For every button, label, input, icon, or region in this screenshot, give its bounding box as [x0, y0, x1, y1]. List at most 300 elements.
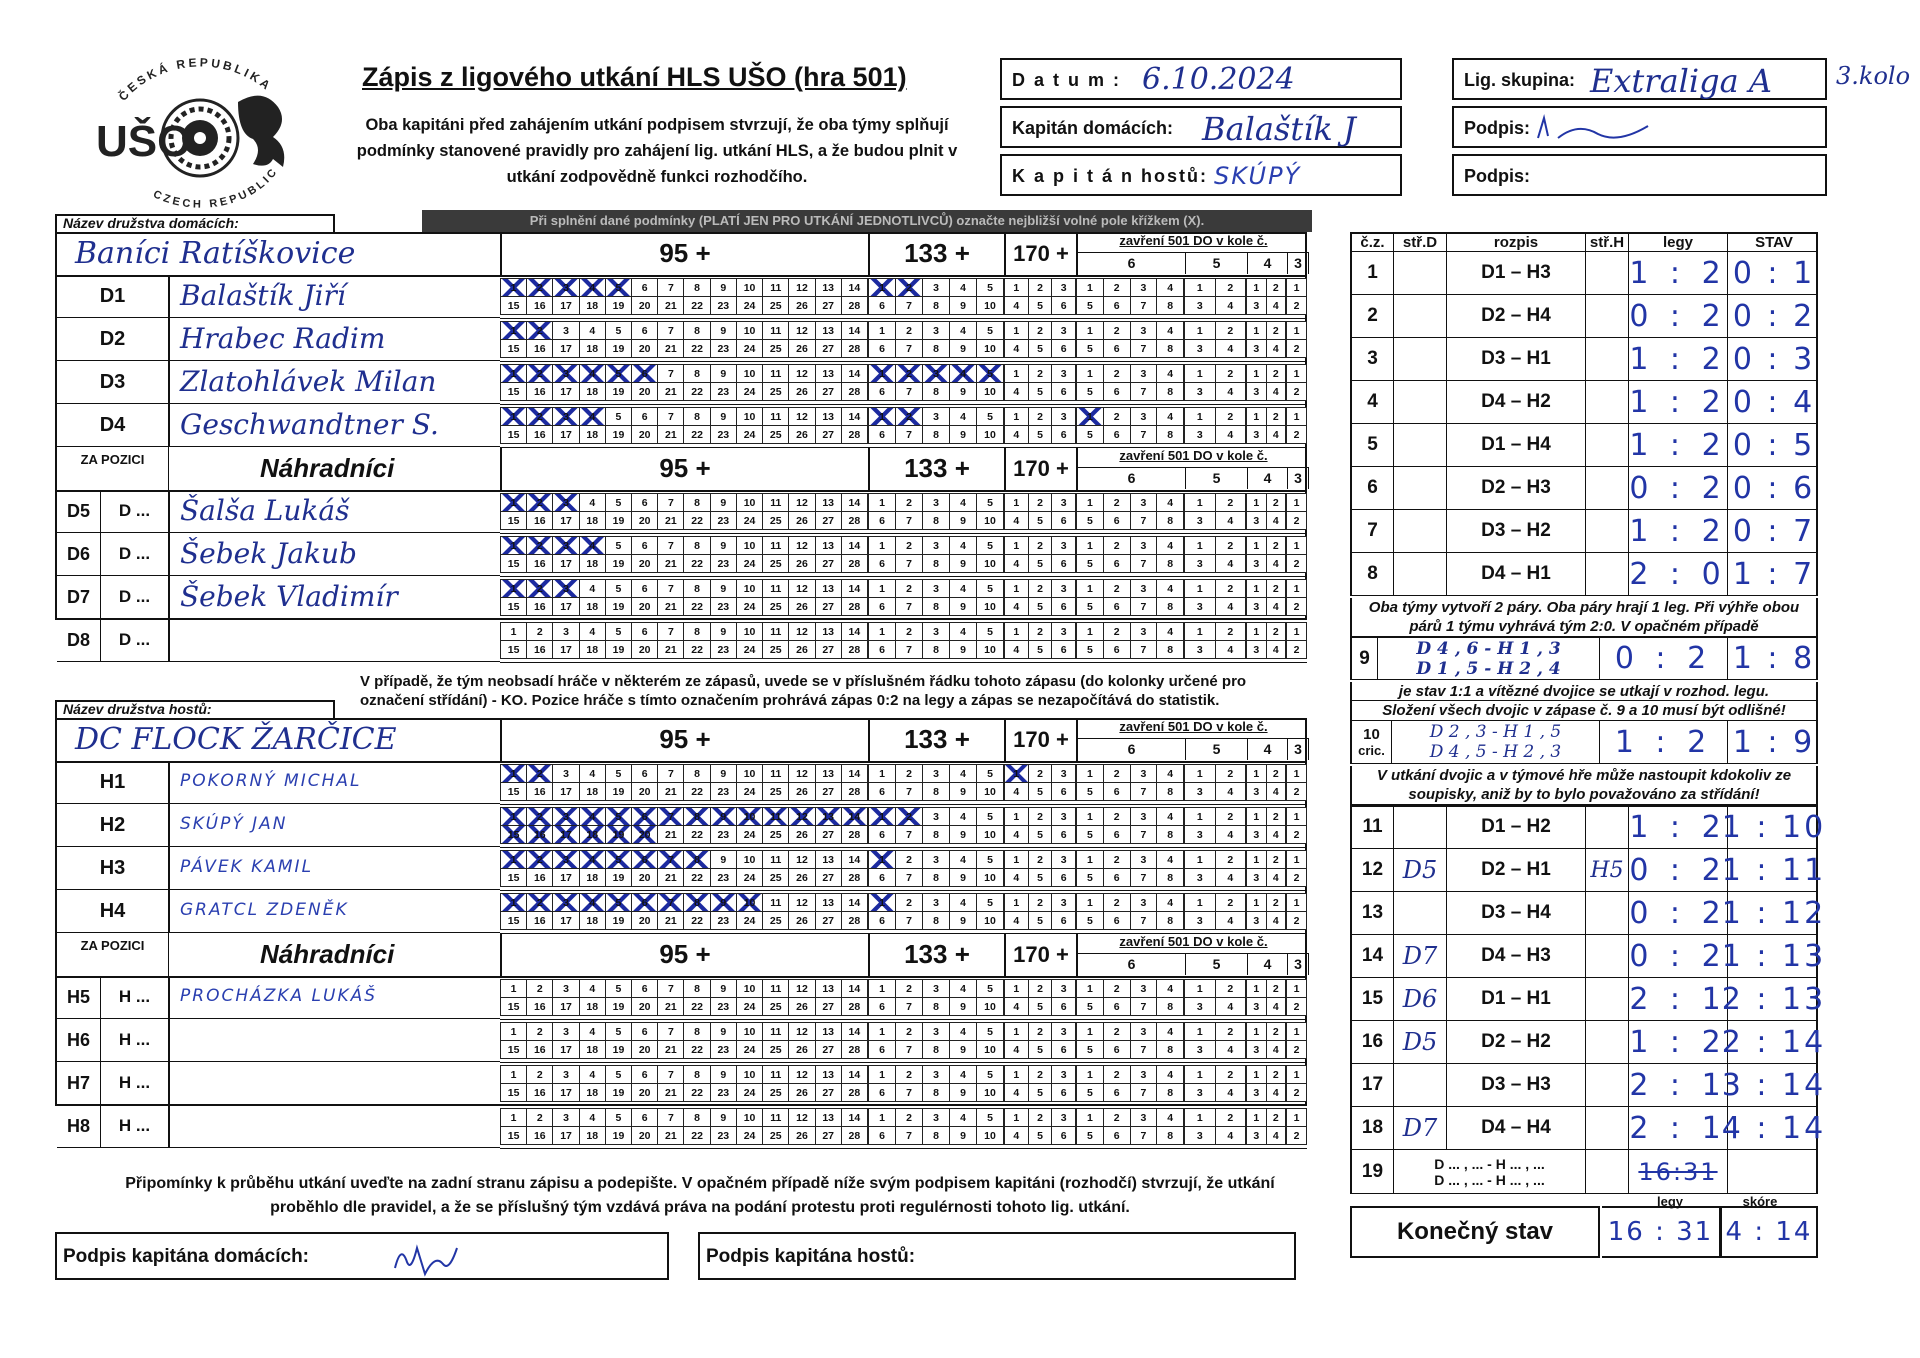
guest-H8-z4-box[interactable]: 2: [1267, 1109, 1287, 1127]
guest-H6-170-box[interactable]: 2: [1029, 1023, 1053, 1041]
guest-H2-z5-box[interactable]: 4: [1216, 826, 1247, 844]
guest-H4-95-box[interactable]: 26: [789, 912, 815, 930]
signature-box-1[interactable]: [1452, 106, 1827, 148]
guest-H5-95-box[interactable]: 22: [684, 998, 710, 1016]
home-D4-95-box[interactable]: 21: [658, 426, 684, 444]
home-D3-z6-box[interactable]: 3: [1131, 365, 1158, 383]
guest-H3-133-box[interactable]: 9: [950, 869, 977, 887]
guest-H5-95-box[interactable]: 1: [501, 980, 527, 998]
guest-H2-95[interactable]: [500, 807, 868, 844]
guest-H7-95-box[interactable]: 19: [606, 1084, 632, 1102]
guest-H1-95-box[interactable]: 23: [711, 783, 737, 801]
guest-H7-170-box[interactable]: 4: [1005, 1084, 1029, 1102]
home-D5-95-box[interactable]: 18: [580, 512, 606, 530]
home-D5-95-box[interactable]: 9: [711, 494, 737, 512]
guest-H4-z4-box[interactable]: 4: [1267, 912, 1287, 930]
guest-H4-95-box[interactable]: 4: [580, 894, 606, 912]
guest-H7-95-box[interactable]: 4: [580, 1066, 606, 1084]
guest-H4-170-box[interactable]: 4: [1005, 912, 1029, 930]
home-D2-133-box[interactable]: 9: [950, 340, 977, 358]
home-D1-95-box[interactable]: 12: [789, 279, 815, 297]
result-row-19[interactable]: [1350, 1150, 1818, 1194]
home-D1-z4-box[interactable]: 4: [1267, 297, 1287, 315]
home-D8-z5-box[interactable]: 2: [1216, 623, 1247, 641]
guest-H7-z4[interactable]: [1246, 1065, 1286, 1102]
guest-team-name[interactable]: DC FLOCK ŽARČICE: [75, 722, 397, 757]
home-D1-95-box[interactable]: 3: [553, 279, 579, 297]
home-D6-95-box[interactable]: 25: [763, 555, 789, 573]
guest-H8-z6-box[interactable]: 8: [1157, 1127, 1184, 1145]
home-D5-z4-box[interactable]: 4: [1267, 512, 1287, 530]
guest-H1-z3-box[interactable]: 1: [1287, 765, 1307, 783]
guest-H7-133-box[interactable]: 10: [977, 1084, 1004, 1102]
result-sub-guest[interactable]: [1586, 510, 1629, 552]
result-row-9[interactable]: [1350, 636, 1818, 680]
home-D5-95-box[interactable]: 5: [606, 494, 632, 512]
guest-H5-95-box[interactable]: 19: [606, 998, 632, 1016]
home-D3-95[interactable]: [500, 364, 868, 401]
home-D7-z6-box[interactable]: 3: [1131, 580, 1158, 598]
home-D6-z5-box[interactable]: 3: [1185, 555, 1216, 573]
guest-H8-170-box[interactable]: 2: [1029, 1109, 1053, 1127]
home-D7-z5-box[interactable]: 1: [1185, 580, 1216, 598]
guest-H1-z6-box[interactable]: 4: [1157, 765, 1184, 783]
guest-H2-95-box[interactable]: 6: [632, 808, 658, 826]
home-D3-95-box[interactable]: 16: [527, 383, 553, 401]
home-D3-z3-box[interactable]: 2: [1287, 383, 1307, 401]
home-D4-z5-box[interactable]: 1: [1185, 408, 1216, 426]
guest-H3-95-box[interactable]: 22: [684, 869, 710, 887]
guest-H5-z3[interactable]: [1286, 979, 1307, 1016]
home-D7-133[interactable]: [868, 579, 1004, 616]
guest-H8-170-box[interactable]: 5: [1029, 1127, 1053, 1145]
guest-H8-z5-box[interactable]: 4: [1216, 1127, 1247, 1145]
home-D1-z4-box[interactable]: 2: [1267, 279, 1287, 297]
home-D6-170-box[interactable]: 1: [1005, 537, 1029, 555]
home-D2-95-box[interactable]: 11: [763, 322, 789, 340]
guest-H4-z4-box[interactable]: 1: [1247, 894, 1267, 912]
home-D7-95-box[interactable]: 13: [816, 580, 842, 598]
home-D2-95-box[interactable]: 15: [501, 340, 527, 358]
home-D5-z3[interactable]: [1286, 493, 1307, 530]
result-state[interactable]: 2 : 13: [1721, 981, 1827, 1017]
home-D3-170-box[interactable]: 2: [1029, 365, 1053, 383]
home-D1-95-box[interactable]: 14: [842, 279, 868, 297]
home-D6-z5-box[interactable]: 1: [1185, 537, 1216, 555]
result-sub-home[interactable]: [1394, 1064, 1447, 1106]
guest-H5-z6-box[interactable]: 4: [1157, 980, 1184, 998]
guest-H1-z5[interactable]: [1184, 764, 1246, 801]
home-D2-z6[interactable]: [1076, 321, 1184, 358]
result-sub-guest[interactable]: [1586, 467, 1629, 509]
guest-H2-95-box[interactable]: 25: [763, 826, 789, 844]
home-D3-95-box[interactable]: 28: [842, 383, 868, 401]
guest-H6-z4-box[interactable]: 2: [1267, 1023, 1287, 1041]
home-D7-170-box[interactable]: 6: [1052, 598, 1076, 616]
home-D4-95-box[interactable]: 20: [632, 426, 658, 444]
home-D4-133[interactable]: [868, 407, 1004, 444]
home-D7-133-box[interactable]: 5: [977, 580, 1004, 598]
result-state[interactable]: 0 : 3: [1732, 341, 1816, 377]
guest-H5-170-box[interactable]: 1: [1005, 980, 1029, 998]
guest-H7-95-box[interactable]: 26: [789, 1084, 815, 1102]
guest-H5-133-box[interactable]: 1: [869, 980, 896, 998]
home-D3-95-box[interactable]: 15: [501, 383, 527, 401]
home-D6-z6-box[interactable]: 7: [1131, 555, 1158, 573]
guest-H5-z6-box[interactable]: 1: [1077, 980, 1104, 998]
home-D6-95-box[interactable]: 12: [789, 537, 815, 555]
result-row[interactable]: [1350, 252, 1818, 295]
guest-H8-95-box[interactable]: 22: [684, 1127, 710, 1145]
guest-H5-95-box[interactable]: 8: [684, 980, 710, 998]
home-D5-95-box[interactable]: 3: [553, 494, 579, 512]
guest-H4-z5[interactable]: [1184, 893, 1246, 930]
guest-H6-133-box[interactable]: 10: [977, 1041, 1004, 1059]
result-state[interactable]: 0 : 5: [1732, 427, 1816, 463]
home-D8-133-box[interactable]: 6: [869, 641, 896, 659]
guest-H3-95-box[interactable]: 8: [684, 851, 710, 869]
guest-H6-133-box[interactable]: 2: [896, 1023, 923, 1041]
home-D1-170-box[interactable]: 5: [1029, 297, 1053, 315]
home-D4-133-box[interactable]: 1: [869, 408, 896, 426]
result-legs[interactable]: 0 : 2: [1629, 892, 1728, 934]
guest-H5-95-box[interactable]: 28: [842, 998, 868, 1016]
guest-H6-z4-box[interactable]: 3: [1247, 1041, 1267, 1059]
home-D7-95-box[interactable]: 19: [606, 598, 632, 616]
guest-H6-z4[interactable]: [1246, 1022, 1286, 1059]
guest-H3-95-box[interactable]: 12: [789, 851, 815, 869]
home-D4-z6-box[interactable]: 6: [1104, 426, 1131, 444]
result-sub-home[interactable]: D5: [1394, 1021, 1447, 1063]
guest-H1-95-box[interactable]: 14: [842, 765, 868, 783]
guest-H7-z5-box[interactable]: 2: [1216, 1066, 1247, 1084]
home-D2-170-box[interactable]: 5: [1029, 340, 1053, 358]
home-D8-170[interactable]: [1004, 622, 1076, 659]
guest-H6-95-box[interactable]: 1: [501, 1023, 527, 1041]
guest-H5-z6-box[interactable]: 2: [1104, 980, 1131, 998]
result-row[interactable]: [1350, 892, 1827, 935]
home-D4-133-box[interactable]: 7: [896, 426, 923, 444]
guest-H1-z5-box[interactable]: 2: [1216, 765, 1247, 783]
guest-H3-z6-box[interactable]: 5: [1077, 869, 1104, 887]
result-row[interactable]: [1350, 424, 1818, 467]
home-D3-z6[interactable]: [1076, 364, 1184, 401]
home-D3-170[interactable]: [1004, 364, 1076, 401]
home-D3-z4-box[interactable]: 4: [1267, 383, 1287, 401]
home-D7-z5-box[interactable]: 3: [1185, 598, 1216, 616]
home-D5-170-box[interactable]: 3: [1052, 494, 1076, 512]
guest-H3-95-box[interactable]: 19: [606, 869, 632, 887]
guest-H1-95-box[interactable]: 4: [580, 765, 606, 783]
result-sub-home[interactable]: [1394, 295, 1447, 337]
home-D6-95-box[interactable]: 26: [789, 555, 815, 573]
guest-H6-133-box[interactable]: 6: [869, 1041, 896, 1059]
guest-H8-95-box[interactable]: 27: [816, 1127, 842, 1145]
home-D8-133-box[interactable]: 3: [923, 623, 950, 641]
home-D4-95-box[interactable]: 23: [711, 426, 737, 444]
home-D1-95-box[interactable]: 13: [816, 279, 842, 297]
guest-H6-170-box[interactable]: 5: [1029, 1041, 1053, 1059]
guest-H8-z4-box[interactable]: 1: [1247, 1109, 1267, 1127]
home-D4-z4-box[interactable]: 3: [1247, 426, 1267, 444]
guest-H3-133-box[interactable]: 5: [977, 851, 1004, 869]
home-D4-z4-box[interactable]: 1: [1247, 408, 1267, 426]
home-D1-z5-box[interactable]: 4: [1216, 297, 1247, 315]
guest-H6-95-box[interactable]: 4: [580, 1023, 606, 1041]
result-legs[interactable]: 1 : 2: [1629, 1021, 1728, 1063]
home-D8-170-box[interactable]: 2: [1029, 623, 1053, 641]
home-D7-133-box[interactable]: 10: [977, 598, 1004, 616]
guest-H5-95-box[interactable]: 11: [763, 980, 789, 998]
guest-H8-95-box[interactable]: 16: [527, 1127, 553, 1145]
home-D2-z5-box[interactable]: 1: [1185, 322, 1216, 340]
guest-H1-133[interactable]: [868, 764, 1004, 801]
guest-H4-95-box[interactable]: 6: [632, 894, 658, 912]
home-D6-95-box[interactable]: 5: [606, 537, 632, 555]
guest-H5-95-box[interactable]: 6: [632, 980, 658, 998]
home-D1-133-box[interactable]: 5: [977, 279, 1004, 297]
result-legs[interactable]: 2 : 0: [1629, 553, 1728, 595]
home-D2-z5-box[interactable]: 4: [1216, 340, 1247, 358]
home-D8-z4-box[interactable]: 1: [1247, 623, 1267, 641]
home-D6-z5-box[interactable]: 4: [1216, 555, 1247, 573]
guest-H2-95-box[interactable]: 26: [789, 826, 815, 844]
home-D6-95-box[interactable]: 9: [711, 537, 737, 555]
guest-H7-z5-box[interactable]: 3: [1185, 1084, 1216, 1102]
home-D6-170-box[interactable]: 6: [1052, 555, 1076, 573]
home-D2-z6-box[interactable]: 2: [1104, 322, 1131, 340]
home-D6-133-box[interactable]: 2: [896, 537, 923, 555]
home-D3-133-box[interactable]: 10: [977, 383, 1004, 401]
guest-H8-z6-box[interactable]: 7: [1131, 1127, 1158, 1145]
home-D2-95-box[interactable]: 28: [842, 340, 868, 358]
home-D2-z3-box[interactable]: 2: [1287, 340, 1307, 358]
home-D1-95-box[interactable]: 10: [737, 279, 763, 297]
guest-H2-133-box[interactable]: 4: [950, 808, 977, 826]
home-D6-95-box[interactable]: 15: [501, 555, 527, 573]
guest-H4-133-box[interactable]: 2: [896, 894, 923, 912]
pairs-10[interactable]: [1392, 721, 1600, 763]
result-state[interactable]: 1 : 8: [1732, 641, 1816, 676]
home-D1-95-box[interactable]: 11: [763, 279, 789, 297]
home-D5-95-box[interactable]: 12: [789, 494, 815, 512]
home-D2-95-box[interactable]: 18: [580, 340, 606, 358]
guest-H1-95-box[interactable]: 22: [684, 783, 710, 801]
guest-H7-95-box[interactable]: 11: [763, 1066, 789, 1084]
guest-H4-95-box[interactable]: 8: [684, 894, 710, 912]
home-D8-z5-box[interactable]: 4: [1216, 641, 1247, 659]
guest-H1-z6-box[interactable]: 8: [1157, 783, 1184, 801]
home-D4-95-box[interactable]: 26: [789, 426, 815, 444]
home-D8-z5-box[interactable]: 3: [1185, 641, 1216, 659]
home-D8-133-box[interactable]: 9: [950, 641, 977, 659]
home-D7-95-box[interactable]: 20: [632, 598, 658, 616]
guest-H3-95-box[interactable]: 20: [632, 869, 658, 887]
guest-H6-95-box[interactable]: 3: [553, 1023, 579, 1041]
result-row[interactable]: [1350, 510, 1818, 553]
guest-H7-95-box[interactable]: 23: [711, 1084, 737, 1102]
guest-H6-z5-box[interactable]: 4: [1216, 1041, 1247, 1059]
result-state[interactable]: 0 : 7: [1732, 513, 1816, 549]
guest-H5-133-box[interactable]: 8: [923, 998, 950, 1016]
guest-H5-z3-box[interactable]: 2: [1287, 998, 1307, 1016]
home-D4-z4-box[interactable]: 4: [1267, 426, 1287, 444]
guest-H5-133-box[interactable]: 10: [977, 998, 1004, 1016]
guest-H8-z3-box[interactable]: 2: [1287, 1127, 1307, 1145]
home-D6-95-box[interactable]: 10: [737, 537, 763, 555]
guest-H3-95-box[interactable]: 7: [658, 851, 684, 869]
guest-H2-95-box[interactable]: 18: [580, 826, 606, 844]
guest-H8-z6-box[interactable]: 2: [1104, 1109, 1131, 1127]
home-D7-170[interactable]: [1004, 579, 1076, 616]
guest-H8-95-box[interactable]: 6: [632, 1109, 658, 1127]
guest-H3-95-box[interactable]: 6: [632, 851, 658, 869]
guest-H2-95-box[interactable]: 20: [632, 826, 658, 844]
result-sub-guest[interactable]: [1586, 1107, 1629, 1149]
guest-H7-133-box[interactable]: 5: [977, 1066, 1004, 1084]
guest-H7-z4-box[interactable]: 2: [1267, 1066, 1287, 1084]
home-D5-133-box[interactable]: 7: [896, 512, 923, 530]
result-legs[interactable]: 1 : 2: [1629, 338, 1728, 380]
guest-H8-z6[interactable]: [1076, 1108, 1184, 1145]
home-D6-z6-box[interactable]: 1: [1077, 537, 1104, 555]
home-D4-z6-box[interactable]: 2: [1104, 408, 1131, 426]
home-D4-133-box[interactable]: 2: [896, 408, 923, 426]
home-D8-z4[interactable]: [1246, 622, 1286, 659]
home-D8-170-box[interactable]: 4: [1005, 641, 1029, 659]
home-D1-95-box[interactable]: 24: [737, 297, 763, 315]
result-sub-guest[interactable]: [1586, 806, 1629, 848]
guest-H7-z6-box[interactable]: 2: [1104, 1066, 1131, 1084]
home-D1-95-box[interactable]: 23: [711, 297, 737, 315]
guest-H7-95-box[interactable]: 27: [816, 1084, 842, 1102]
home-D7-95-box[interactable]: 25: [763, 598, 789, 616]
guest-H2-133-box[interactable]: 10: [977, 826, 1004, 844]
home-D8-133-box[interactable]: 5: [977, 623, 1004, 641]
home-D4-z6-box[interactable]: 4: [1157, 408, 1184, 426]
guest-H8-z5[interactable]: [1184, 1108, 1246, 1145]
guest-H6-z6-box[interactable]: 7: [1131, 1041, 1158, 1059]
home-D4-z6[interactable]: [1076, 407, 1184, 444]
guest-H6-z6-box[interactable]: 2: [1104, 1023, 1131, 1041]
home-D5-95-box[interactable]: 10: [737, 494, 763, 512]
guest-H2-95-box[interactable]: 15: [501, 826, 527, 844]
result-legs[interactable]: 1 : 2: [1629, 424, 1728, 466]
league-group-box[interactable]: [1452, 58, 1827, 100]
guest-H1-170-box[interactable]: 3: [1052, 765, 1076, 783]
guest-H1-95-box[interactable]: 6: [632, 765, 658, 783]
guest-H7-z3[interactable]: [1286, 1065, 1307, 1102]
home-D5-z6-box[interactable]: 4: [1157, 494, 1184, 512]
home-D6-95-box[interactable]: 8: [684, 537, 710, 555]
home-D6-133-box[interactable]: 5: [977, 537, 1004, 555]
guest-H6-133[interactable]: [868, 1022, 1004, 1059]
guest-sub-H5[interactable]: H ...: [101, 976, 169, 1019]
home-D8-95-box[interactable]: 26: [789, 641, 815, 659]
home-D3-133-box[interactable]: 9: [950, 383, 977, 401]
guest-H3-170-box[interactable]: 5: [1029, 869, 1053, 887]
home-D2-95-box[interactable]: 5: [606, 322, 632, 340]
home-D7-95-box[interactable]: 28: [842, 598, 868, 616]
home-D2-z6-box[interactable]: 1: [1077, 322, 1104, 340]
guest-H3-95[interactable]: [500, 850, 868, 887]
home-D7-95-box[interactable]: 2: [527, 580, 553, 598]
guest-player-row[interactable]: [169, 1062, 500, 1105]
guest-H7-95-box[interactable]: 22: [684, 1084, 710, 1102]
result-sub-home[interactable]: [1394, 892, 1447, 934]
home-D7-170-box[interactable]: 5: [1029, 598, 1053, 616]
home-D5-95-box[interactable]: 6: [632, 494, 658, 512]
home-D8-95-box[interactable]: 11: [763, 623, 789, 641]
guest-H5-133-box[interactable]: 3: [923, 980, 950, 998]
home-D3-95-box[interactable]: 2: [527, 365, 553, 383]
guest-H3-133-box[interactable]: 7: [896, 869, 923, 887]
guest-H4-z3-box[interactable]: 1: [1287, 894, 1307, 912]
home-D6-170-box[interactable]: 2: [1029, 537, 1053, 555]
home-D5-z6-box[interactable]: 2: [1104, 494, 1131, 512]
guest-sub-H6[interactable]: H ...: [101, 1019, 169, 1062]
guest-H7-z4-box[interactable]: 1: [1247, 1066, 1267, 1084]
home-D3-95-box[interactable]: 26: [789, 383, 815, 401]
home-D7-z6-box[interactable]: 5: [1077, 598, 1104, 616]
guest-H6-z6-box[interactable]: 1: [1077, 1023, 1104, 1041]
guest-H2-170-box[interactable]: 4: [1005, 826, 1029, 844]
guest-H2-z4-box[interactable]: 2: [1267, 808, 1287, 826]
guest-H6-95-box[interactable]: 21: [658, 1041, 684, 1059]
home-D4-z5-box[interactable]: 3: [1185, 426, 1216, 444]
guest-H2-133-box[interactable]: 3: [923, 808, 950, 826]
guest-H1-95-box[interactable]: 24: [737, 783, 763, 801]
guest-player-row[interactable]: [169, 1105, 500, 1148]
guest-H2-z5-box[interactable]: 1: [1185, 808, 1216, 826]
guest-H3-95-box[interactable]: 4: [580, 851, 606, 869]
guest-H1-170-box[interactable]: 2: [1029, 765, 1053, 783]
guest-H4-z3[interactable]: [1286, 893, 1307, 930]
guest-H2-133-box[interactable]: 5: [977, 808, 1004, 826]
home-D7-z6-box[interactable]: 2: [1104, 580, 1131, 598]
result-state[interactable]: 1 : 11: [1721, 852, 1827, 888]
home-D7-z6[interactable]: [1076, 579, 1184, 616]
guest-H5-95-box[interactable]: 23: [711, 998, 737, 1016]
guest-H6-95-box[interactable]: 8: [684, 1023, 710, 1041]
guest-H3-133-box[interactable]: 2: [896, 851, 923, 869]
home-D1-95-box[interactable]: 19: [606, 297, 632, 315]
home-player-row[interactable]: [169, 275, 500, 318]
home-D1-z6-box[interactable]: 3: [1131, 279, 1158, 297]
guest-H2-95-box[interactable]: 21: [658, 826, 684, 844]
home-D3-95-box[interactable]: 9: [711, 365, 737, 383]
guest-H6-170-box[interactable]: 1: [1005, 1023, 1029, 1041]
guest-H1-95-box[interactable]: 17: [553, 783, 579, 801]
final-legs[interactable]: 16 : 31: [1602, 1206, 1720, 1258]
home-D2-95-box[interactable]: 26: [789, 340, 815, 358]
guest-H2-95-box[interactable]: 23: [711, 826, 737, 844]
home-D8-95-box[interactable]: 9: [711, 623, 737, 641]
home-D5-95-box[interactable]: 26: [789, 512, 815, 530]
home-player-row[interactable]: [169, 490, 500, 533]
home-D4-133-box[interactable]: 4: [950, 408, 977, 426]
guest-H3-95-box[interactable]: 10: [737, 851, 763, 869]
home-D7-z3[interactable]: [1286, 579, 1307, 616]
guest-H6-95-box[interactable]: 2: [527, 1023, 553, 1041]
home-D7-95-box[interactable]: 26: [789, 598, 815, 616]
home-D7-133-box[interactable]: 1: [869, 580, 896, 598]
result-state[interactable]: 0 : 1: [1732, 255, 1816, 291]
home-D1-z6-box[interactable]: 4: [1157, 279, 1184, 297]
home-D2-133-box[interactable]: 3: [923, 322, 950, 340]
guest-H2-95-box[interactable]: 16: [527, 826, 553, 844]
guest-H4-133[interactable]: [868, 893, 1004, 930]
